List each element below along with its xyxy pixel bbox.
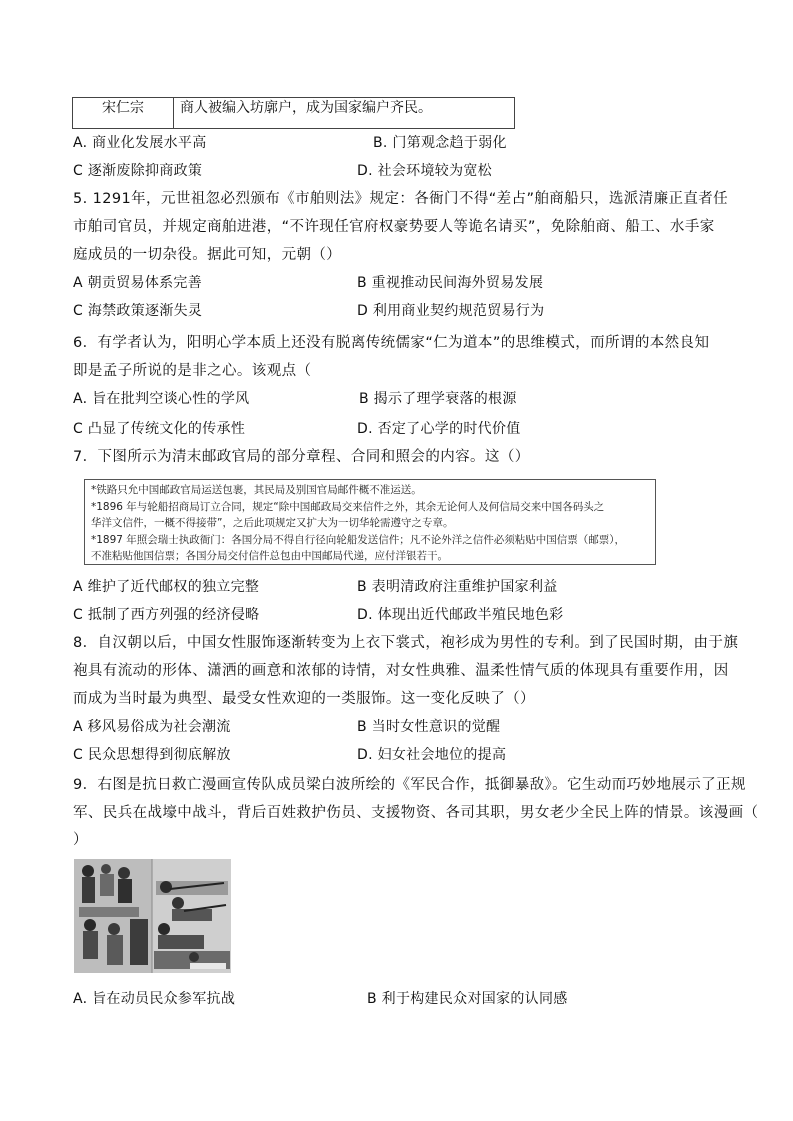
q5-option-b[interactable]: B 重视推动民间海外贸易发展 <box>357 275 544 291</box>
q5-option-a[interactable]: A 朝贡贸易体系完善 <box>73 275 203 291</box>
q9-stem-line-2: 军、民兵在战壕中战斗，背后百姓救护伤员、支援物资、各司其职，男女老少全民上阵的情景。该漫画（ <box>73 805 759 821</box>
source-table <box>72 97 515 129</box>
q9-stem-line-1: 9．右图是抗日救亡漫画宣传队成员梁白波所绘的《军民合作，抵御暴敌》。它生动而巧妙地展示了正规 <box>73 777 746 793</box>
quote-line: 华洋文信件，一概不得接带”，之后此项规定又扩大为一切华轮需遵守之专章。 <box>91 517 454 529</box>
q8-option-c[interactable]: C 民众思想得到彻底解放 <box>73 747 231 763</box>
q7-option-d[interactable]: D. 体现出近代邮政半殖民地色彩 <box>357 607 564 623</box>
q5-stem-line-1: 5. 1291年，元世祖忽必烈颁布《市舶则法》规定：各衙门不得“差占”舶商船只，选派清廉正直者任 <box>73 191 729 207</box>
q4-option-c[interactable]: C 逐渐废除抑商政策 <box>73 163 203 179</box>
quote-line: *1896 年与轮船招商局订立合同，规定“除中国邮政局交来信件之外，其余无论何人及何信局交来中国各码头之 <box>91 500 605 513</box>
q5-option-c[interactable]: C 海禁政策逐渐失灵 <box>73 303 203 319</box>
q8-stem-line-3: 而成为当时最为典型、最受女性欢迎的一类服饰。这一变化反映了（） <box>73 691 535 707</box>
q6-stem-line-2: 即是孟子所说的是非之心。该观点（ <box>73 363 312 379</box>
q7-option-a[interactable]: A 维护了近代邮权的独立完整 <box>73 579 260 595</box>
q5-option-d[interactable]: D 利用商业契约规范贸易行为 <box>357 303 545 319</box>
quote-line: 不准粘贴他国信票；各国分局交付信件总包由中国邮局代递，应付洋银若干。 <box>91 550 448 562</box>
q6-stem-line-1: 6．有学者认为，阳明心学本质上还没有脱离传统儒家“仁为道本”的思维模式，而所谓的本然良知 <box>73 335 710 351</box>
table-row <box>73 98 515 129</box>
q9-stem-line-3: ） <box>73 832 88 848</box>
q7-stem: 7．下图所示为清末邮政官局的部分章程、合同和照会的内容。这（） <box>73 449 530 465</box>
q7-quote-box <box>84 479 656 565</box>
q6-option-b[interactable]: B 揭示了理学衰落的根源 <box>359 391 517 407</box>
quote-line: *1897 年照会瑞士执政衙门：各国分局不得自行径向轮船发送信件；凡不论外洋之信件必须粘贴中国信票（邮票）， <box>91 533 626 546</box>
cartoon-image <box>74 859 231 973</box>
q9-option-a[interactable]: A. 旨在动员民众参军抗战 <box>73 991 236 1007</box>
q8-stem-line-2: 袍具有流动的形体、潇洒的画意和浓郁的诗情，对女性典雅、温柔性情气质的体现具有重要作用，因 <box>73 663 729 679</box>
q4-option-d[interactable]: D. 社会环境较为宽松 <box>357 163 492 179</box>
q9-option-b[interactable]: B 利于构建民众对国家的认同感 <box>367 991 568 1007</box>
q8-option-a[interactable]: A 移风易俗成为社会潮流 <box>73 719 231 735</box>
table-cell-content: 商人被编入坊廓户，成为国家编户齐民。 <box>174 98 515 129</box>
q8-option-d[interactable]: D. 妇女社会地位的提高 <box>357 747 507 763</box>
q4-option-b[interactable]: B. 门第观念趋于弱化 <box>373 135 507 151</box>
q7-option-c[interactable]: C 抵制了西方列强的经济侵略 <box>73 607 260 623</box>
quote-line: *铁路只允中国邮政官局运送包裹，其民局及别国官局邮件概不准运送。 <box>91 484 422 496</box>
q8-option-b[interactable]: B 当时女性意识的觉醒 <box>357 719 501 735</box>
q7-option-b[interactable]: B 表明清政府注重维护国家利益 <box>357 579 558 595</box>
q5-stem-line-2: 市舶司官员，并规定商舶进港，“不许现任官府权豪势要人等诡名请买”，免除舶商、船工、水手家 <box>73 219 715 235</box>
table-cell-dynasty: 宋仁宗 <box>73 98 174 129</box>
q6-option-a[interactable]: A. 旨在批判空谈心性的学风 <box>73 391 250 407</box>
q4-option-a[interactable]: A. 商业化发展水平高 <box>73 135 207 151</box>
q5-stem-line-3: 庭成员的一切杂役。据此可知，元朝（） <box>73 247 342 263</box>
q6-option-d[interactable]: D. 否定了心学的时代价值 <box>357 421 521 437</box>
q8-stem-line-1: 8．自汉朝以后，中国女性服饰逐渐转变为上衣下裳式，袍衫成为男性的专利。到了民国时期，由于旗 <box>73 635 739 651</box>
q6-option-c[interactable]: C 凸显了传统文化的传承性 <box>73 421 246 437</box>
